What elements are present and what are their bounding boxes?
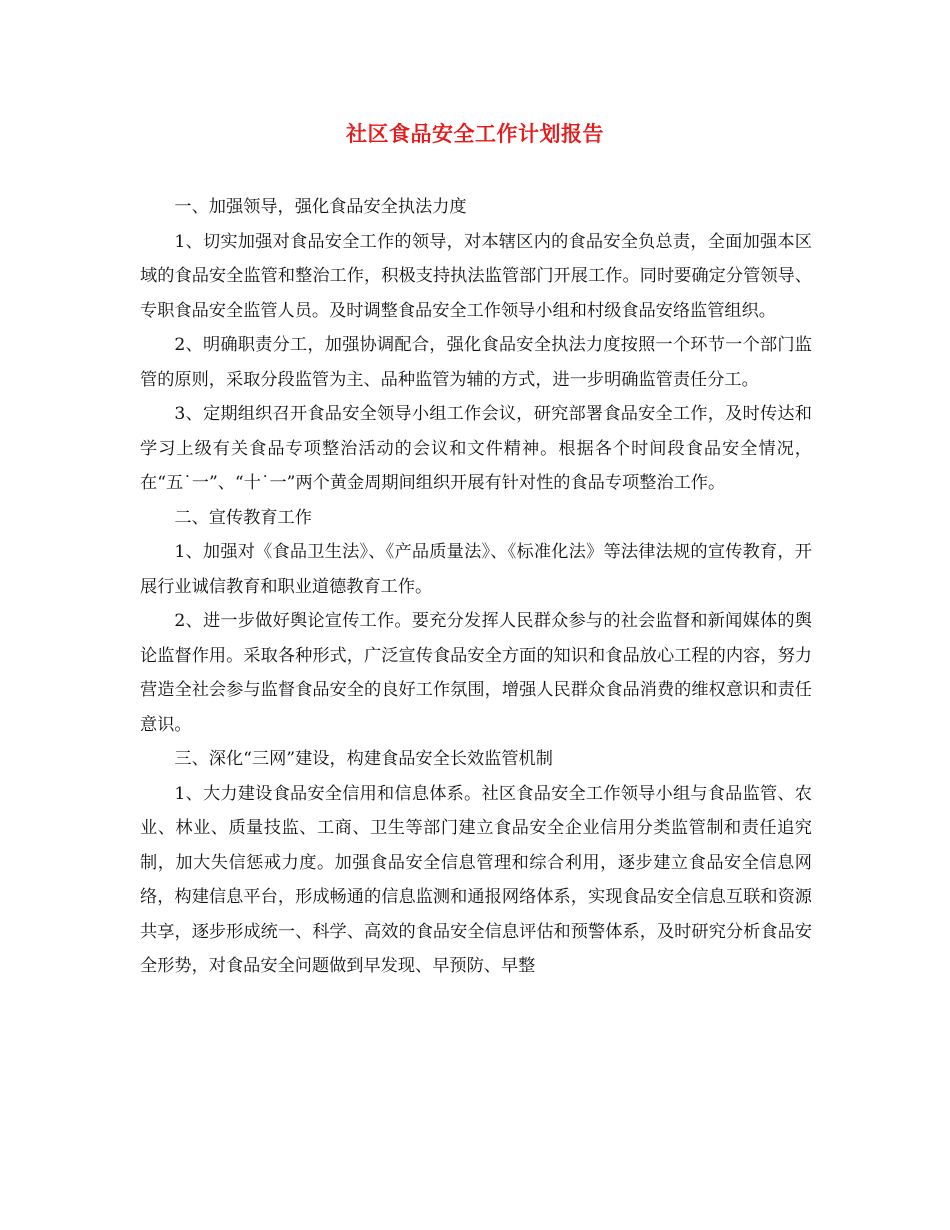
paragraph-3-1: 1、大力建设食品安全信用和信息体系。社区食品安全工作领导小组与食品监管、农业、林业、质量技监、工商、卫生等部门建立食品安全企业信用分类监管制和责任追究制，加大失信惩戒力度。加强食品安全信息管理和综合利用，逐步建立食品安全信息网络，构建信息平台，形成畅通的信息监测和通报网络体系，实现食品安全信息互联和资源共享，逐步形成统一、科学、高效的食品安全信息评估和预警体系，及时研究分析食品安全形势，对食品安全问题做到早发现、早预防、早整 — [140, 783, 812, 976]
paragraph-1-1: 1、切实加强对食品安全工作的领导，对本辖区内的食品安全负总责，全面加强本区域的食品安全监管和整治工作，积极支持执法监管部门开展工作。同时要确定分管领导、专职食品安全监管人员。及时调整食品安全工作领导小组和村级食品安络监管组织。 — [140, 231, 812, 321]
section-heading-1: 一、加强领导，强化食品安全执法力度 — [174, 197, 467, 217]
paragraph-2-1: 1、加强对《食品卫生法》、《产品质量法》、《标准化法》等法律法规的宣传教育，开展行业诚信教育和职业道德教育工作。 — [140, 542, 812, 597]
paragraph-1-2: 2、明确职责分工，加强协调配合，强化食品安全执法力度按照一个环节一个部门监管的原则，采取分段监管为主、品种监管为辅的方式，进一步明确监管责任分工。 — [140, 335, 812, 390]
section-heading-2: 二、宣传教育工作 — [174, 507, 312, 528]
document-title: 社区食品安全工作计划报告 — [346, 121, 604, 146]
document-body — [140, 190, 812, 984]
section-heading-3: 三、深化“三网”建设，构建食品安全长效监管机制 — [174, 749, 553, 769]
paragraph-2-2: 2、进一步做好舆论宣传工作。要充分发挥人民群众参与的社会监督和新闻媒体的舆论监督作用。采取各种形式，广泛宣传食品安全方面的知识和食品放心工程的内容，努力营造全社会参与监督食品安全的良好工作氛围，增强人民群众食品消费的维权意识和责任意识。 — [140, 611, 812, 735]
paragraph-1-3: 3、定期组织召开食品安全领导小组工作会议，研究部署食品安全工作，及时传达和学习上级有关食品专项整治活动的会议和文件精神。根据各个时间段食品安全情况，在“五˙一”、“十˙一”两个黄金周期间组织开展有针对性的食品专项整治工作。 — [140, 404, 812, 493]
